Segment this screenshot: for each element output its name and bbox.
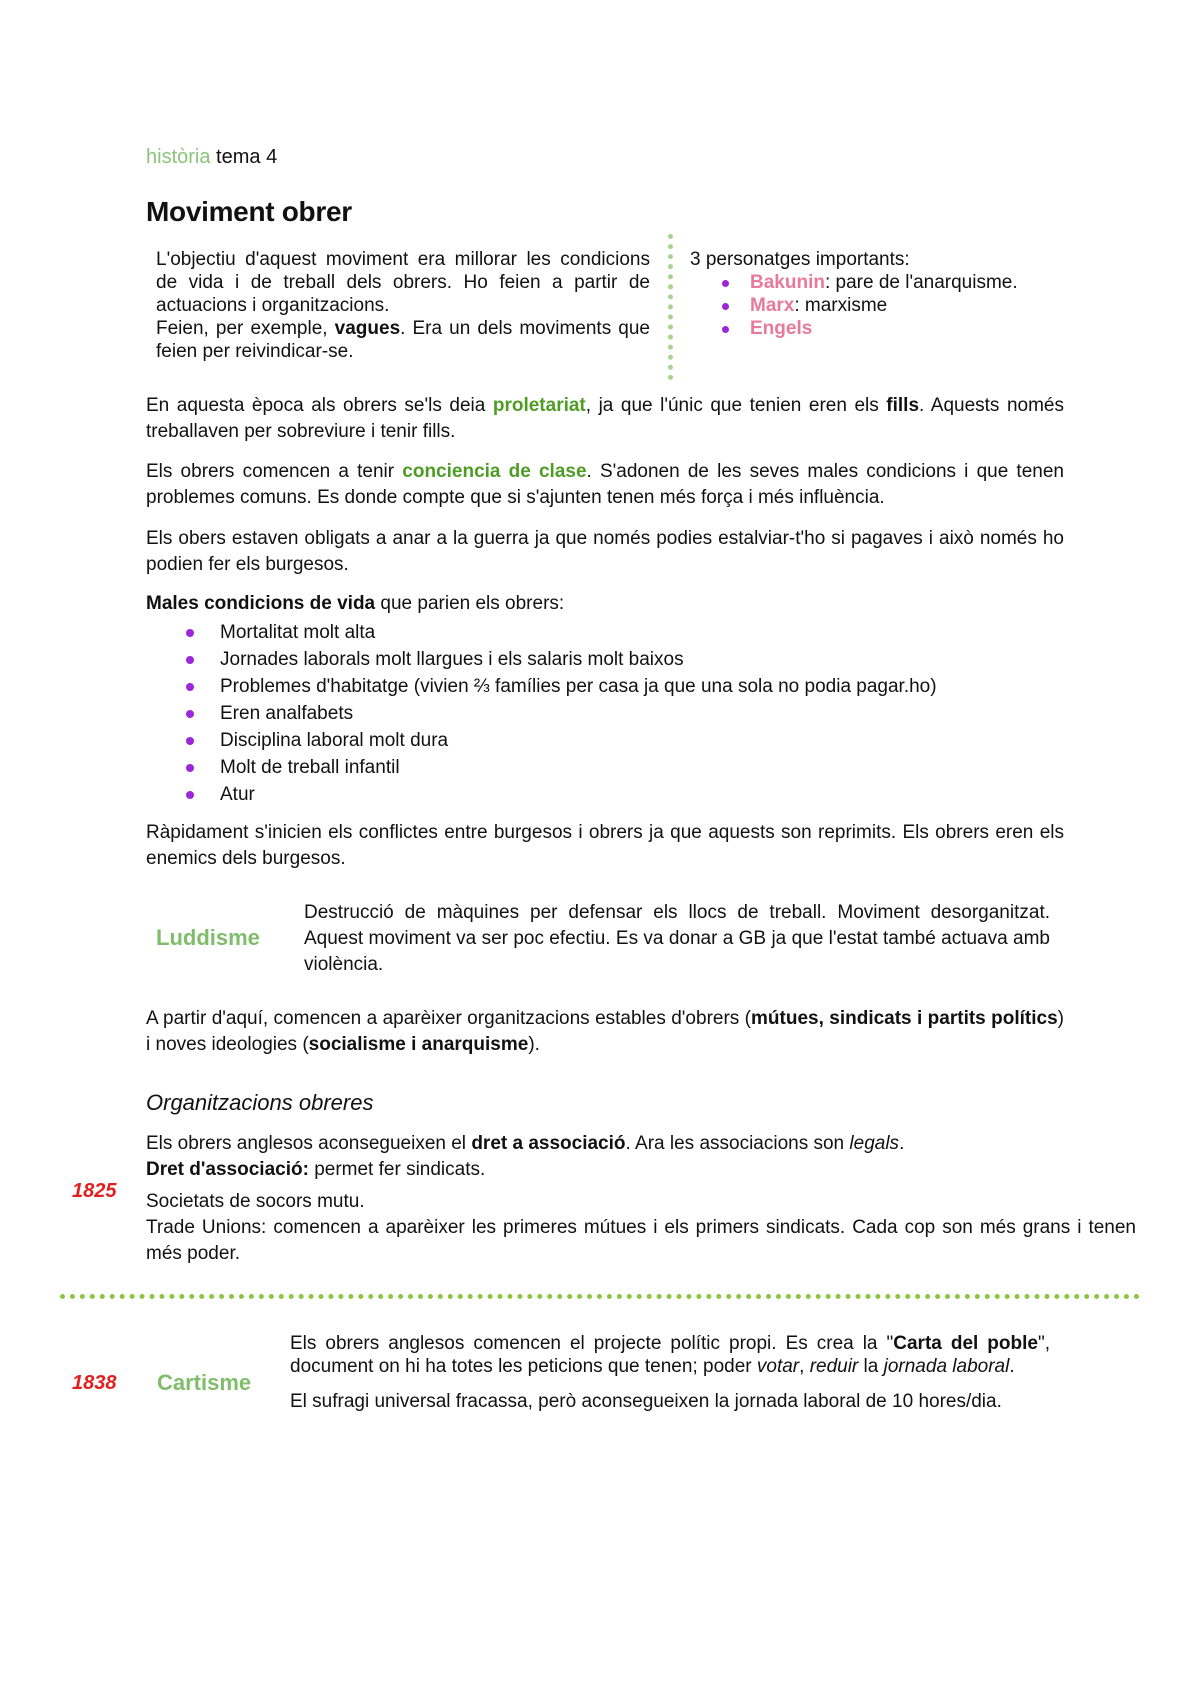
personatges-heading: 3 personatges importants: [690,249,910,270]
year-1838: 1838 [72,1372,117,1394]
header-topic: tema 4 [216,146,278,168]
cartisme-paragraph-1: Els obrers anglesos comencen el projecte polític propi. Es crea la "Carta del poble", document on hi ha totes les peticions que tenen; poder votar, reduir la jornada laboral. [290,1333,1051,1377]
cartisme-paragraph-2: El sufragi universal fracassa, però aconsegueixen la jornada laboral de 10 hores/dia. [290,1391,1002,1412]
list-item: Jornades laborals molt llargues i els salaris molt baixos [146,646,1106,673]
list-item: Problemes d'habitatge (vivien ⅔ famílies per casa ja que una sola no podia pagar.ho) [146,673,1106,700]
line-dret-definicio: Dret d'associació: permet fer sindicats. [146,1159,486,1180]
cartisme-text [290,1332,1050,1413]
header [146,146,277,169]
paragraph-organitzacions: A partir d'aquí, comencen a aparèixer organitzacions estables d'obrers (mútues, sindicats i partits polítics) i noves ideologies (socialisme i anarquisme). [146,1008,1064,1055]
section-title: Organitzacions obreres [146,1090,374,1115]
list-item: Mortalitat molt alta [146,619,1106,646]
list-item: Eren analfabets [146,700,1106,727]
header-subject: història [146,146,211,168]
year-1825: 1825 [72,1180,117,1202]
line-socors: Societats de socors mutu. [146,1191,365,1212]
intro-line1: L'objectiu d'aquest moviment era millorar les condicions de vida i de treball dels obrers. Ho feien a partir de actuacions i organitzacions. [156,249,650,316]
list-item: Marx: marxisme [722,294,1090,317]
page-title: Moviment obrer [146,196,352,227]
males-list [146,619,1106,808]
males-heading: Males condicions de vida que parien els obrers: [146,593,565,614]
vertical-dotted-divider [668,234,673,380]
paragraph-conciencia: Els obrers comencen a tenir conciencia de clase. S'adonen de les seves males condicions i que tenen problemes comuns. Es donde compte que si s'ajunten tenen més força i més influència. [146,461,1064,508]
line-trade-unions: Trade Unions: comencen a aparèixer les primeres mútues i els primers sindicats. Cada cop son més grans i tenen més poder. [146,1217,1136,1264]
block-1825 [146,1131,1136,1267]
list-item: Molt de treball infantil [146,754,1106,781]
list-item: Disciplina laboral molt dura [146,727,1106,754]
line-dret: Els obrers anglesos aconsegueixen el dret a associació. Ara les associacions son legals. [146,1133,905,1154]
intro-line2: Feien, per exemple, vagues. Era un dels moviments que feien per reivindicar-se. [156,318,650,362]
personatges-box [690,248,1090,340]
cartisme-label: Cartisme [157,1370,252,1395]
intro-text [156,248,650,363]
list-item: Engels [722,317,1090,340]
paragraph-guerra: Els obers estaven obligats a anar a la guerra ja que només podies estalviar-t'ho si pagaves i això només ho podien fer els burgesos. [146,528,1064,575]
list-item: Bakunin: pare de l'anarquisme. [722,271,1090,294]
paragraph-conflictes: Ràpidament s'inicien els conflictes entre burgesos i obrers ja que aquests son reprimits. Els obrers eren els enemics dels burgesos. [146,822,1064,869]
list-item: Atur [146,781,1106,808]
luddisme-label: Luddisme [156,925,260,950]
paragraph-proletariat: En aquesta època als obrers se'ls deia proletariat, ja que l'únic que tenien eren els fills. Aquests només treballaven per sobreviure i tenir fills. [146,395,1064,442]
luddisme-text: Destrucció de màquines per defensar els llocs de treball. Moviment desorganitzat. Aquest moviment va ser poc efectiu. Es va donar a GB ja que l'estat també actuava amb violència. [304,902,1050,975]
horizontal-dotted-divider [60,1294,1140,1299]
personatges-list [690,271,1090,340]
